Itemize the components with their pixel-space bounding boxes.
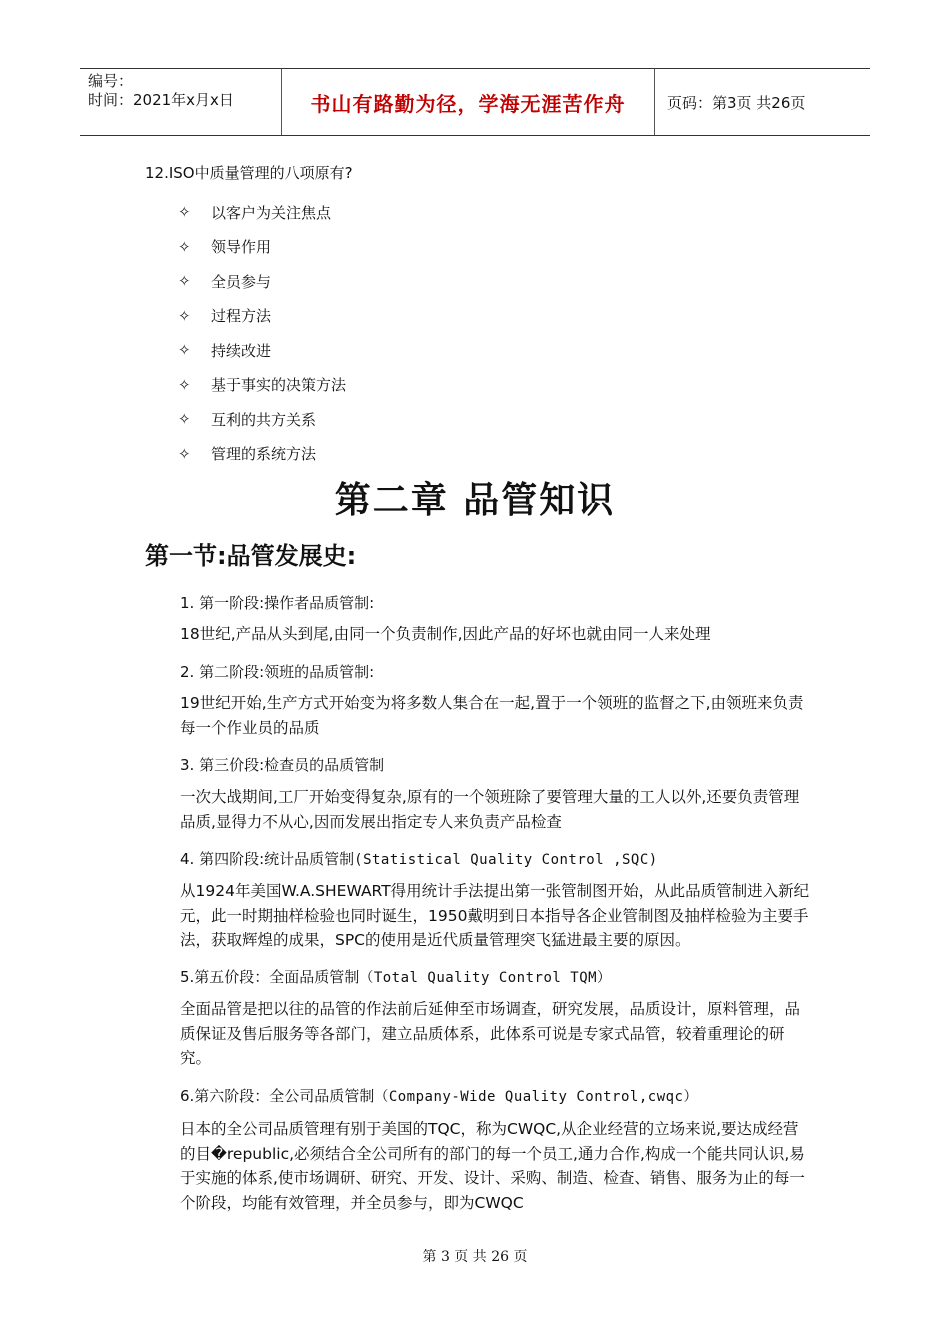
list-item-label: 全员参与	[211, 272, 272, 291]
header-motto-cell	[282, 69, 655, 135]
list-item-label: 持续改进	[211, 341, 272, 360]
question-title: 12.ISO中质量管理的八项原有?	[145, 164, 353, 182]
list-item	[178, 195, 346, 230]
list-item-label: 以客户为关注焦点	[211, 203, 332, 222]
stage-title-english: （Company-Wide Quality Control,cwqc）	[374, 1089, 698, 1105]
list-item-label: 互利的共方关系	[211, 410, 317, 429]
diamond-bullet-icon: ✧	[178, 237, 191, 256]
list-item	[178, 299, 346, 334]
diamond-bullet-icon: ✧	[178, 444, 191, 463]
list-item	[178, 368, 346, 403]
header-page-cell	[655, 69, 870, 135]
stage-title	[180, 754, 384, 775]
number-label: 编号：	[88, 72, 134, 90]
stage-body: 全面品管是把以往的品管的作法前后延伸至市场调查，研究发展，品质设计，原料管理，品质保证及售后服务等各部门，建立品质体系，此体系可说是专家式品管，较着重理论的研究。	[180, 1000, 801, 1067]
stage-title	[180, 592, 374, 613]
list-item	[178, 437, 346, 472]
stage-title-text: 4. 第四阶段:统计品质管制	[180, 850, 355, 868]
chapter-title: 第二章 品管知识	[334, 480, 616, 521]
list-item	[178, 230, 346, 265]
list-item-label: 过程方法	[211, 307, 272, 326]
stage-title-text: 1. 第一阶段:操作者品质管制:	[180, 594, 375, 612]
page-footer: 第 3 页 共 26 页	[422, 1249, 528, 1265]
list-item	[178, 333, 346, 368]
page-header	[80, 68, 870, 136]
diamond-bullet-icon: ✧	[178, 306, 191, 325]
header-info-cell	[80, 69, 282, 135]
diamond-bullet-icon: ✧	[178, 203, 191, 222]
stage-title-english: （Total Quality Control TQM）	[359, 970, 612, 986]
diamond-bullet-icon: ✧	[178, 272, 191, 291]
principles-list	[178, 195, 346, 471]
stage-title	[180, 661, 374, 682]
stage-body: 一次大战期间,工厂开始变得复杂,原有的一个领班除了要管理大量的工人以外,还要负责管理品质,显得力不从心,因而发展出指定专人来负责产品检查	[180, 788, 800, 831]
list-item-label: 管理的系统方法	[211, 445, 317, 464]
diamond-bullet-icon: ✧	[178, 341, 191, 360]
section-title: 第一节:品管发展史:	[145, 542, 357, 570]
motto-text: 书山有路勤为径，学海无涯苦作舟	[310, 91, 626, 116]
stage-body: 日本的全公司品质管理有别于美国的TQC，称为CWQC,从企业经营的立场来说,要达成经营的目�republic,必须结合全公司所有的部门的每一个员工,通力合作,构成一个能共同认识,易于实施的体系,使市场调研、研究、开发、设计、采购、制造、检查、销售、服务为止的每一个阶段，均能有效管理，并全员参与，即为CWQC	[180, 1120, 805, 1212]
list-item-label: 基于事实的决策方法	[211, 376, 347, 395]
stage-title-text: 6.第六阶段：全公司品质管制	[180, 1087, 375, 1105]
stage-title	[180, 848, 658, 869]
page-label: 页码：第3页 共26页	[667, 93, 806, 112]
stage-title	[180, 1085, 698, 1106]
stage-title-english: (Statistical Quality Control ,SQC)	[354, 852, 658, 868]
stage-body: 从1924年美国W.A.SHEWART得用统计手法提出第一张管制图开始，从此品质管制进入新纪元，此一时期抽样检验也同时诞生，1950戴明到日本指导各企业管制图及抽样检验为主要手法，获取辉煌的成果，SPC的使用是近代质量管理突飞猛进最主要的原因。	[180, 882, 810, 949]
list-item-label: 领导作用	[211, 238, 272, 257]
list-item	[178, 402, 346, 437]
list-item	[178, 264, 346, 299]
stage-body: 18世纪,产品从头到尾,由同一个负责制作,因此产品的好坏也就由同一人来处理	[180, 625, 711, 643]
diamond-bullet-icon: ✧	[178, 375, 191, 394]
stage-title-text: 5.第五价段：全面品质管制	[180, 968, 360, 986]
stage-title-text: 2. 第二阶段:领班的品质管制:	[180, 663, 375, 681]
stage-body: 19世纪开始,生产方式开始变为将多数人集合在一起,置于一个领班的监督之下,由领班来负责每一个作业员的品质	[180, 694, 804, 737]
stage-title-text: 3. 第三价段:检查员的品质管制	[180, 756, 385, 774]
diamond-bullet-icon: ✧	[178, 410, 191, 429]
time-label: 时间：2021年x月x日	[88, 91, 234, 109]
stage-title	[180, 966, 612, 987]
